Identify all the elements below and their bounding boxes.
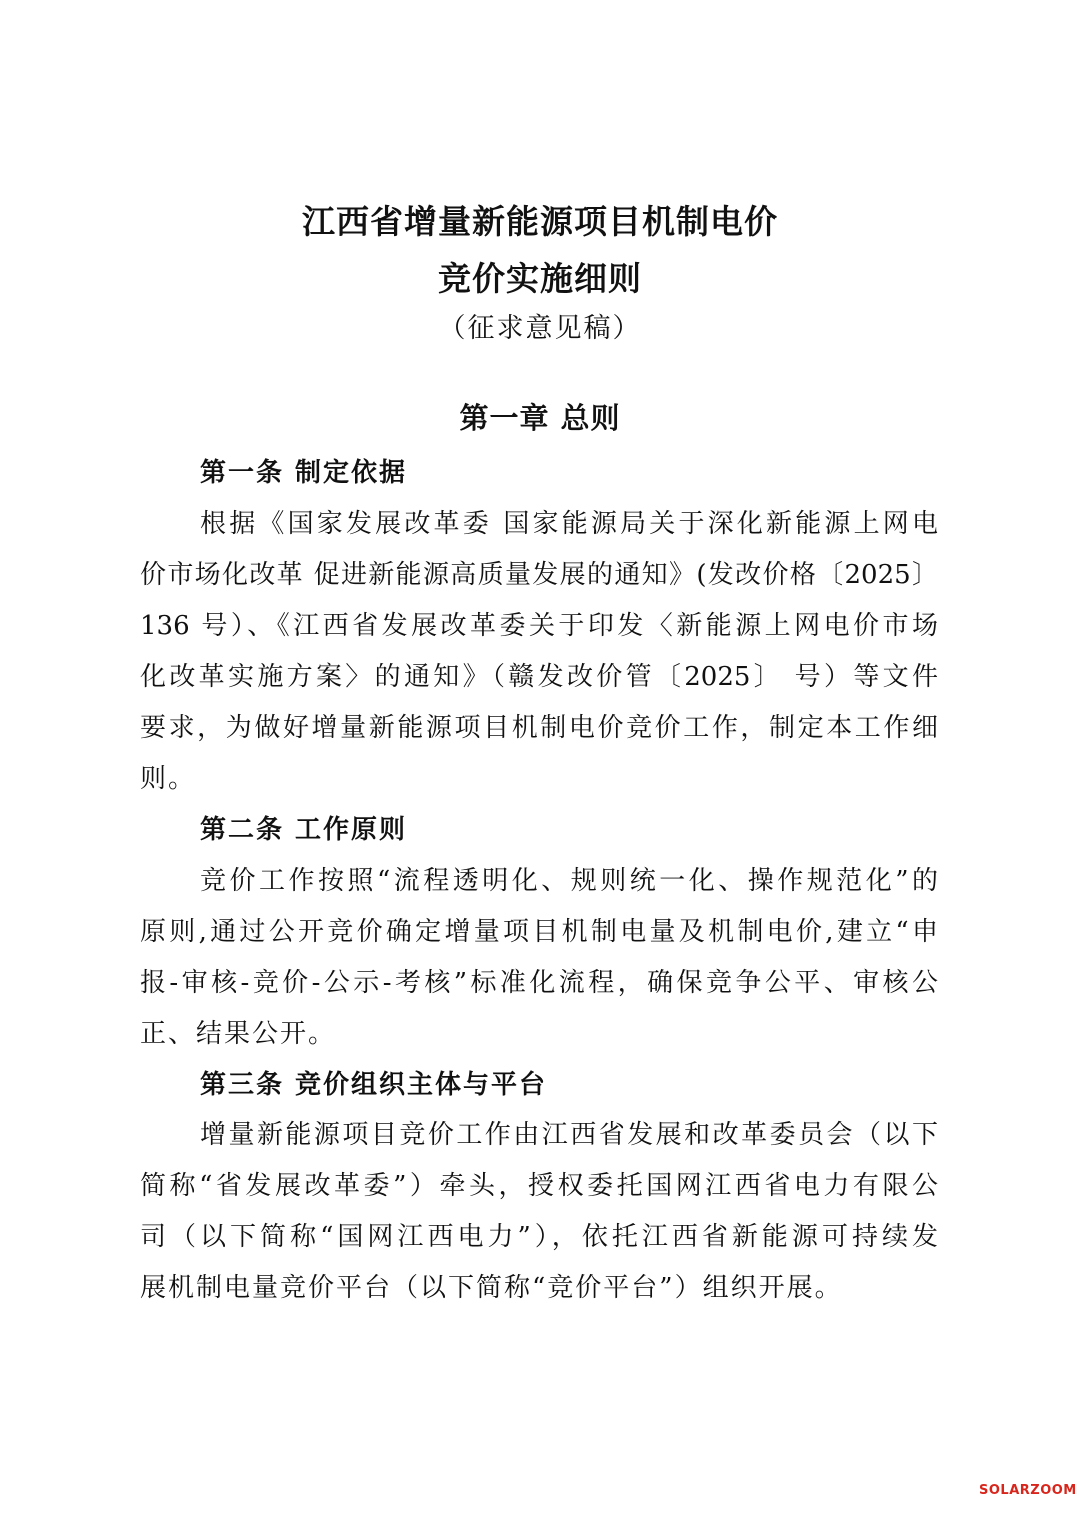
article-3-line-1: 增量新能源项目竞价工作由江西省发展和改革委员会（以下	[200, 1120, 938, 1150]
article-2-line-4: 正、结果公开。	[140, 1019, 337, 1049]
document-title-line-1: 江西省增量新能源项目机制电价	[302, 202, 778, 241]
document-title-line-2: 竞价实施细则	[438, 259, 642, 298]
article-1-line-4: 化改革实施方案〉的通知》（赣发改价管〔2025〕 号）等文件	[140, 662, 938, 692]
document-subtitle: （征求意见稿）	[438, 313, 642, 344]
article-1-line-2: 价市场化改革 促进新能源高质量发展的通知》(发改价格〔2025〕	[140, 560, 938, 590]
article-1-line-5: 要求，为做好增量新能源项目机制电价竞价工作，制定本工作细	[140, 713, 938, 743]
article-3-line-4: 展机制电量竞价平台（以下简称“竞价平台”）组织开展。	[140, 1273, 843, 1303]
article-2-heading: 第二条 工作原则	[200, 815, 408, 845]
article-2-line-1: 竞价工作按照“流程透明化、规则统一化、操作规范化”的	[200, 866, 938, 896]
chapter-title: 第一章 总则	[459, 401, 621, 435]
article-1-line-3: 136 号）、《江西省发展改革委关于印发〈新能源上网电价市场	[140, 611, 938, 641]
article-1-line-1: 根据《国家发展改革委 国家能源局关于深化新能源上网电	[200, 509, 938, 539]
article-3-heading: 第三条 竞价组织主体与平台	[200, 1070, 548, 1100]
article-2-line-2: 原则,通过公开竞价确定增量项目机制电量及机制电价,建立“申	[140, 917, 938, 947]
article-1-line-6: 则。	[140, 764, 197, 794]
article-1-heading: 第一条 制定依据	[200, 458, 408, 488]
article-2-line-3: 报-审核-竞价-公示-考核”标准化流程，确保竞争公平、审核公	[140, 968, 938, 998]
solarzoom-watermark: SOLARZOOM	[979, 1483, 1077, 1498]
article-3-line-2: 简称“省发展改革委”）牵头，授权委托国网江西省电力有限公	[140, 1171, 938, 1201]
article-3-line-3: 司（以下简称“国网江西电力”），依托江西省新能源可持续发	[140, 1222, 938, 1252]
